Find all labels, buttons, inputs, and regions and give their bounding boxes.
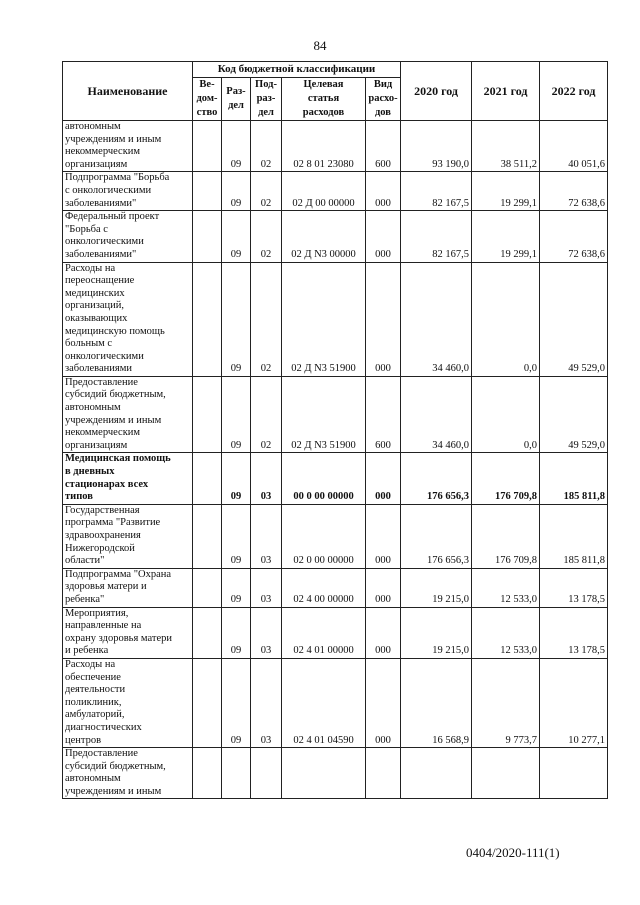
row-name-line: в дневных (65, 466, 115, 478)
row-name (63, 172, 193, 211)
cell-y2021: 9 773,7 (472, 658, 540, 747)
cell-ved (193, 376, 222, 453)
cell-target: 02 Д N3 00000 (282, 211, 366, 262)
cell-y2020: 93 190,0 (401, 121, 472, 172)
table-row (63, 376, 608, 453)
row-name-line: диагностических (65, 721, 142, 733)
row-name (63, 376, 193, 453)
cell-ved (193, 211, 222, 262)
row-name-line: онкологическими (65, 236, 144, 248)
cell-ved (193, 262, 222, 376)
row-name-line: больным с (65, 338, 113, 350)
cell-ved (193, 172, 222, 211)
row-name (63, 748, 193, 799)
row-name (63, 658, 193, 747)
cell-vid: 000 (366, 607, 401, 658)
row-name-line: стационарах всех (65, 478, 149, 490)
cell-podrazdel: 03 (251, 568, 282, 607)
cell-razdel: 09 (222, 504, 251, 568)
row-name (63, 121, 193, 172)
row-name-line: обеспечение (65, 671, 121, 683)
row-name-line: Государственная (65, 504, 140, 516)
row-name-line: заболеваниями" (65, 197, 137, 209)
cell-y2022: 13 178,5 (540, 568, 608, 607)
cell-y2020: 176 656,3 (401, 453, 472, 504)
cell-razdel: 09 (222, 658, 251, 747)
cell-y2022: 49 529,0 (540, 376, 608, 453)
row-name-line: ребенка" (65, 593, 105, 605)
cell-vid: 000 (366, 262, 401, 376)
cell-vid: 000 (366, 504, 401, 568)
cell-y2021: 19 299,1 (472, 172, 540, 211)
row-name-line: Расходы на (65, 262, 116, 274)
cell-y2020 (401, 748, 472, 799)
cell-target: 00 0 00 00000 (282, 453, 366, 504)
cell-y2022 (540, 748, 608, 799)
row-name-line: организаций, (65, 300, 124, 312)
row-name-line: амбулаторий, (65, 709, 125, 721)
row-name-line: автономным (65, 773, 121, 785)
cell-razdel: 09 (222, 453, 251, 504)
cell-y2022: 10 277,1 (540, 658, 608, 747)
header-name: Наименование (63, 62, 193, 121)
row-name-line: медицинскую помощь (65, 325, 165, 337)
cell-target: 02 0 00 00000 (282, 504, 366, 568)
cell-vid: 000 (366, 568, 401, 607)
row-name-line: некоммерческим (65, 427, 141, 439)
cell-podrazdel: 03 (251, 504, 282, 568)
cell-target: 02 Д N3 51900 (282, 262, 366, 376)
row-name-line: здоровья матери и (65, 581, 147, 593)
row-name-line: оказывающих (65, 312, 128, 324)
cell-y2020: 19 215,0 (401, 607, 472, 658)
cell-target: 02 4 01 04590 (282, 658, 366, 747)
header-2020: 2020 год (401, 62, 472, 121)
cell-target: 02 Д 00 00000 (282, 172, 366, 211)
row-name (63, 607, 193, 658)
cell-y2022: 13 178,5 (540, 607, 608, 658)
cell-razdel (222, 748, 251, 799)
cell-ved (193, 121, 222, 172)
cell-y2020: 16 568,9 (401, 658, 472, 747)
cell-y2020: 34 460,0 (401, 376, 472, 453)
header-razdel: Раз- дел (222, 78, 251, 121)
row-name (63, 453, 193, 504)
cell-y2021: 0,0 (472, 376, 540, 453)
row-name-line: Предоставление (65, 748, 138, 760)
cell-y2020: 82 167,5 (401, 172, 472, 211)
cell-razdel: 09 (222, 376, 251, 453)
row-name-line: организациям (65, 158, 128, 170)
row-name-line: онкологическими (65, 350, 144, 362)
row-name-line: Предоставление (65, 376, 138, 388)
table-row (63, 748, 608, 799)
cell-ved (193, 748, 222, 799)
row-name-line: заболеваниями (65, 363, 132, 375)
cell-razdel: 09 (222, 211, 251, 262)
cell-target: 02 Д N3 51900 (282, 376, 366, 453)
cell-podrazdel: 03 (251, 658, 282, 747)
header-target: Целевая статья расходов (282, 78, 366, 121)
cell-y2020: 82 167,5 (401, 211, 472, 262)
cell-vid: 600 (366, 121, 401, 172)
row-name-line: здравоохранения (65, 530, 141, 541)
cell-podrazdel: 02 (251, 211, 282, 262)
header-2022: 2022 год (540, 62, 608, 121)
cell-y2022: 40 051,6 (540, 121, 608, 172)
table-row (63, 453, 608, 504)
row-name-line: направленные на (65, 620, 142, 632)
cell-y2021: 12 533,0 (472, 568, 540, 607)
cell-target (282, 748, 366, 799)
table-row (63, 262, 608, 376)
row-name-line: центров (65, 734, 102, 746)
cell-vid: 000 (366, 211, 401, 262)
cell-vid: 600 (366, 376, 401, 453)
table-row (63, 568, 608, 607)
row-name (63, 211, 193, 262)
table-row (63, 211, 608, 262)
row-name-line: Мероприятия, (65, 607, 129, 619)
cell-razdel: 09 (222, 172, 251, 211)
row-name-line: автономным (65, 121, 121, 132)
cell-target: 02 4 00 00000 (282, 568, 366, 607)
cell-y2022: 185 811,8 (540, 453, 608, 504)
row-name-line: заболеваниями" (65, 248, 137, 260)
row-name-line: деятельности (65, 684, 126, 696)
row-name (63, 504, 193, 568)
table-row (63, 607, 608, 658)
row-name-line: учреждениям и иным (65, 133, 162, 145)
cell-y2021: 176 709,8 (472, 504, 540, 568)
row-name-line: охрану здоровья матери (65, 632, 172, 644)
row-name-line: учреждениям и иным (65, 785, 162, 797)
cell-razdel: 09 (222, 568, 251, 607)
row-name-line: области" (65, 555, 105, 567)
row-name-line: программа "Развитие (65, 517, 161, 529)
row-name-line: учреждениям и иным (65, 414, 162, 426)
table-row (63, 658, 608, 747)
row-name-line: автономным (65, 402, 121, 414)
header-vedomstvo: Ве- дом- ство (193, 78, 222, 121)
cell-ved (193, 453, 222, 504)
cell-y2020: 176 656,3 (401, 504, 472, 568)
header-vid: Вид расхо- дов (366, 78, 401, 121)
cell-vid (366, 748, 401, 799)
row-name-line: некоммерческим (65, 146, 141, 158)
row-name-line: Медицинская помощь (65, 453, 171, 465)
row-name-line: Федеральный проект (65, 211, 160, 223)
cell-y2020: 34 460,0 (401, 262, 472, 376)
row-name-line: Подпрограмма "Борьба (65, 172, 170, 184)
row-name-line: медицинских (65, 287, 125, 299)
table-row (63, 172, 608, 211)
cell-target: 02 8 01 23080 (282, 121, 366, 172)
header-classification: Код бюджетной классификации (193, 62, 401, 78)
row-name-line: переоснащение (65, 275, 135, 287)
cell-y2022: 72 638,6 (540, 211, 608, 262)
header-2021: 2021 год (472, 62, 540, 121)
row-name-line: Нижегородской (65, 542, 135, 554)
header-podrazdel: Под- раз- дел (251, 78, 282, 121)
page-number: 84 (313, 38, 327, 53)
cell-podrazdel: 02 (251, 262, 282, 376)
row-name-line: и ребенка (65, 645, 109, 657)
cell-y2022: 185 811,8 (540, 504, 608, 568)
cell-ved (193, 658, 222, 747)
row-name-line: организациям (65, 439, 128, 451)
cell-podrazdel: 02 (251, 172, 282, 211)
cell-podrazdel: 03 (251, 453, 282, 504)
footer-code: 0404/2020-111(1) (466, 845, 560, 860)
row-name (63, 568, 193, 607)
cell-podrazdel: 02 (251, 121, 282, 172)
cell-vid: 000 (366, 658, 401, 747)
cell-y2022: 72 638,6 (540, 172, 608, 211)
cell-podrazdel (251, 748, 282, 799)
row-name-line: Расходы на (65, 658, 116, 670)
row-name-line: "Борьба с (65, 223, 108, 235)
cell-y2021: 12 533,0 (472, 607, 540, 658)
cell-razdel: 09 (222, 607, 251, 658)
cell-ved (193, 504, 222, 568)
row-name-line: с онкологическими (65, 184, 152, 196)
cell-y2021 (472, 748, 540, 799)
cell-podrazdel: 02 (251, 376, 282, 453)
row-name-line: субсидий бюджетным, (65, 389, 166, 401)
table-body (63, 121, 608, 799)
row-name-line: субсидий бюджетным, (65, 760, 166, 772)
row-name-line: поликлиник, (65, 696, 122, 708)
table-row (63, 504, 608, 568)
table-row (63, 121, 608, 172)
cell-ved (193, 568, 222, 607)
cell-ved (193, 607, 222, 658)
cell-target: 02 4 01 00000 (282, 607, 366, 658)
cell-razdel: 09 (222, 262, 251, 376)
cell-y2021: 38 511,2 (472, 121, 540, 172)
cell-podrazdel: 03 (251, 607, 282, 658)
budget-table (62, 61, 608, 799)
cell-y2021: 19 299,1 (472, 211, 540, 262)
cell-y2021: 176 709,8 (472, 453, 540, 504)
cell-vid: 000 (366, 453, 401, 504)
row-name-line: Подпрограмма "Охрана (65, 568, 172, 580)
cell-razdel: 09 (222, 121, 251, 172)
cell-vid: 000 (366, 172, 401, 211)
row-name-line: типов (65, 491, 93, 503)
row-name (63, 262, 193, 376)
cell-y2021: 0,0 (472, 262, 540, 376)
cell-y2022: 49 529,0 (540, 262, 608, 376)
cell-y2020: 19 215,0 (401, 568, 472, 607)
